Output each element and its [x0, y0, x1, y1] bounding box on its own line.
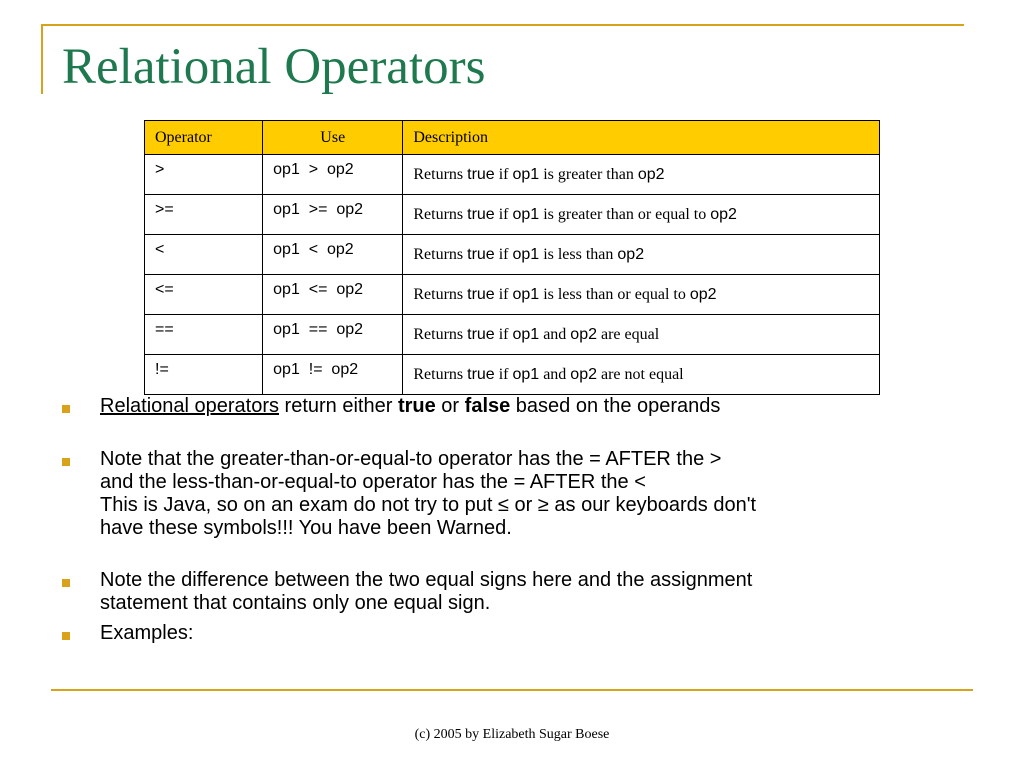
table-header-row	[145, 121, 880, 155]
bullet-square-icon	[62, 579, 70, 587]
cell-description: Returns true if op1 and op2 are not equal	[403, 355, 880, 395]
cell-description: Returns true if op1 is less than op2	[403, 235, 880, 275]
cell-use: op1 >= op2	[263, 195, 403, 235]
bullet-square-icon	[62, 632, 70, 640]
table-row	[145, 155, 880, 195]
cell-operator: ==	[145, 315, 263, 355]
header-operator: Operator	[145, 121, 263, 155]
cell-use: op1 <= op2	[263, 275, 403, 315]
cell-description: Returns true if op1 is less than or equal to op2	[403, 275, 880, 315]
footer-copyright: (c) 2005 by Elizabeth Sugar Boese	[414, 727, 610, 742]
cell-description: Returns true if op1 and op2 are equal	[403, 315, 880, 355]
frame-left-line	[41, 24, 43, 94]
cell-operator: !=	[145, 355, 263, 395]
frame-top-line	[41, 24, 964, 26]
bullet-examples: Examples:	[62, 622, 962, 645]
cell-description: Returns true if op1 is greater than or equal to op2	[403, 195, 880, 235]
cell-operator: <=	[145, 275, 263, 315]
slide-title: Relational Operators	[62, 39, 486, 95]
cell-use: op1 < op2	[263, 235, 403, 275]
relational-operators-link[interactable]: Relational operators	[100, 395, 279, 417]
bullet-note-equal-signs: Note the difference between the two equal signs here and the assignment statement that contains only one equal sign.	[62, 569, 962, 615]
operators-table	[144, 120, 880, 395]
table-row	[145, 355, 880, 395]
bullet-square-icon	[62, 405, 70, 413]
cell-use: op1 > op2	[263, 155, 403, 195]
header-use: Use	[263, 121, 403, 155]
bullet-relational-operators: Relational operators return either true or false based on the operands	[62, 395, 962, 418]
table-row	[145, 195, 880, 235]
cell-use: op1 != op2	[263, 355, 403, 395]
footer-divider	[51, 689, 973, 691]
cell-use: op1 == op2	[263, 315, 403, 355]
bullet-square-icon	[62, 458, 70, 466]
table-row	[145, 315, 880, 355]
bullet-note-order: Note that the greater-than-or-equal-to operator has the = AFTER the > and the less-than-or-equal-to operator has the = AFTER the < This is Java, so on an exam do not try to put ≤ or ≥ as our keyboards don't have these symbols!!! You have been Warned.	[62, 448, 962, 540]
cell-operator: <	[145, 235, 263, 275]
cell-description: Returns true if op1 is greater than op2	[403, 155, 880, 195]
table-row	[145, 235, 880, 275]
cell-operator: >	[145, 155, 263, 195]
header-description: Description	[403, 121, 880, 155]
cell-operator: >=	[145, 195, 263, 235]
bullet-list	[62, 393, 962, 645]
table-row	[145, 275, 880, 315]
